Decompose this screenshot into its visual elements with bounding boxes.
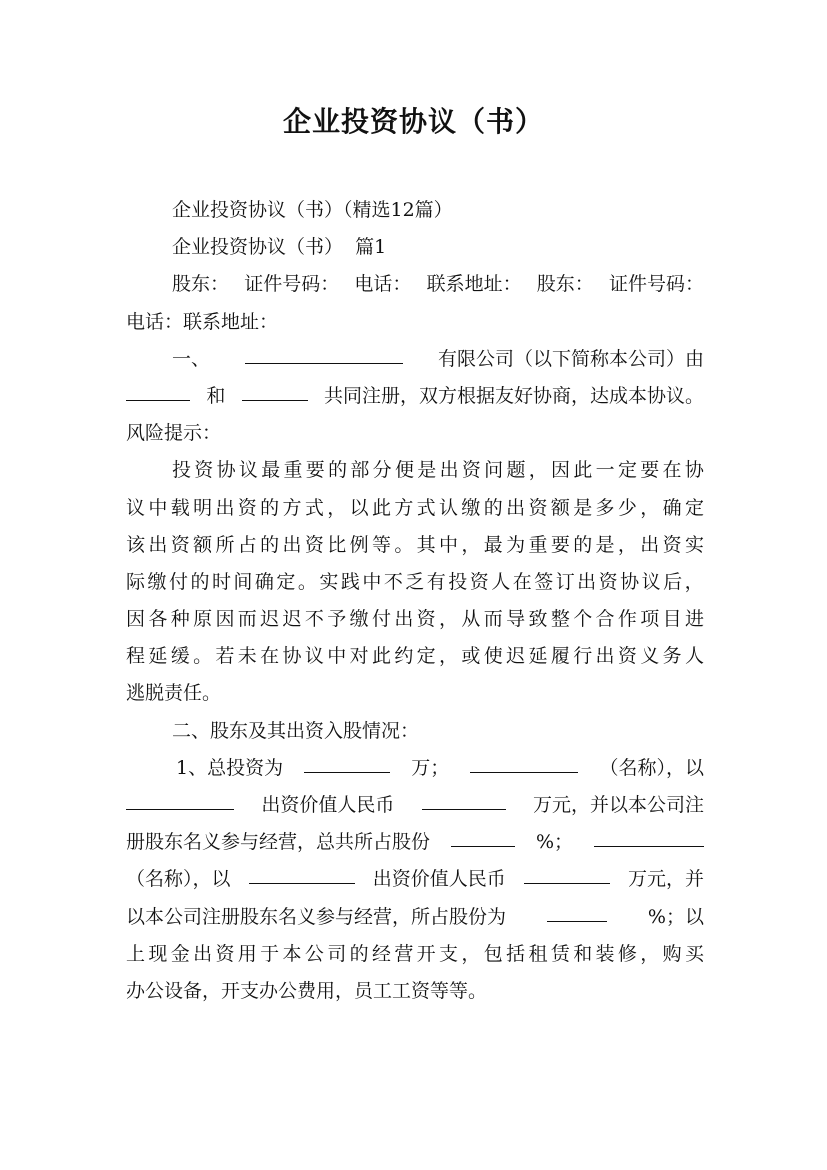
contact-label: 股东： bbox=[536, 273, 594, 296]
document-title: 企业投资协议（书） bbox=[282, 105, 544, 138]
section1-prefix: 一、 bbox=[172, 347, 211, 370]
section1-line-2 bbox=[126, 378, 704, 415]
item1-text: 出资价值人民币 bbox=[261, 794, 395, 816]
contact-label: 证件号码： bbox=[244, 273, 340, 296]
item1-line-2 bbox=[126, 787, 704, 824]
party-a-blank bbox=[126, 378, 190, 401]
chapter-heading: 企业投资协议（书） 篇1 bbox=[172, 236, 387, 259]
item1-text: 册股东名义参与经营，总共所占股份 bbox=[126, 831, 431, 854]
item1-line-6: 上 现 金 出 资 用 于 本 公 司 的 经 营 开 支 ， 包 括 租 赁 和 装 修 ， 购 买 bbox=[126, 942, 704, 965]
section1-rest: 共同注册，双方根据友好协商，达成本协议。 bbox=[323, 384, 704, 407]
section1-line-1 bbox=[126, 341, 704, 378]
item1-text: %； bbox=[535, 831, 574, 854]
item1-text: （名称），以 bbox=[599, 756, 704, 779]
contacts-line-2: 电话：联系地址： bbox=[126, 310, 279, 333]
item1-line-7: 办公设备，开支办公费用，员工工资等等。 bbox=[126, 979, 488, 1002]
contacts-line-1 bbox=[126, 266, 704, 303]
risk-line: 该 出 资 额 所 占 的 出 资 比 例 等 。 其 中 ， 最 为 重 要 的 是 ， 出 资 实 bbox=[126, 533, 704, 556]
risk-line: 因 各 种 原 因 而 迟 迟 不 予 缴 付 出 资 ， 从 而 导 致 整 个 合 作 项 目 进 bbox=[126, 608, 704, 631]
item1-text: （名称），以 bbox=[126, 868, 231, 891]
amount2-blank bbox=[524, 861, 610, 884]
risk-line: 程 延 缓 。 若 未 在 协 议 中 对 此 约 定 ， 或 使 迟 延 履 行 出 资 义 务 人 bbox=[126, 645, 704, 668]
share-percent-blank bbox=[451, 824, 515, 847]
contact-label: 电话： bbox=[354, 273, 412, 296]
risk-line: 议 中 载 明 出 资 的 方 式 ， 以 此 方 式 认 缴 的 出 资 额 是 多 少 ， 确 定 bbox=[126, 496, 704, 519]
item1-text: 万元，并 bbox=[627, 868, 704, 891]
share-percent2-blank bbox=[547, 899, 607, 922]
item1-line-1 bbox=[126, 750, 704, 787]
shareholder-name-blank bbox=[470, 750, 578, 773]
item1-line-5 bbox=[126, 899, 704, 936]
section1-and: 和 bbox=[206, 384, 226, 407]
contribution-form2-blank bbox=[249, 861, 355, 884]
party-b-blank bbox=[242, 378, 308, 401]
item1-text: 万； bbox=[411, 756, 450, 779]
section2-heading: 二、股东及其出资入股情况： bbox=[172, 719, 420, 742]
document-body bbox=[126, 192, 704, 1010]
shareholder2-name-blank bbox=[594, 824, 704, 847]
contact-label: 股东： bbox=[172, 273, 230, 296]
contact-label: 证件号码： bbox=[608, 273, 704, 296]
item1-text: 以本公司注册股东名义参与经营，所占股份为 bbox=[126, 905, 507, 928]
risk-line: 投 资 协 议 最 重 要 的 部 分 便 是 出 资 问 题 ， 因 此 一 定 要 在 协 bbox=[172, 459, 704, 482]
item1-text: 万元，并以本公司注 bbox=[532, 794, 704, 816]
section1-text: 有限公司（以下简称本公司）由 bbox=[437, 347, 704, 370]
company-name-blank bbox=[245, 341, 403, 364]
risk-line: 际 缴 付 的 时 间 确 定 。 实 践 中 不 乏 有 投 资 人 在 签 订 出 资 协 议 后 ， bbox=[126, 570, 704, 593]
item1-line-4 bbox=[126, 861, 704, 898]
item1-text: %；以 bbox=[647, 905, 704, 928]
total-investment-blank bbox=[304, 750, 390, 773]
item1-line-3 bbox=[126, 824, 704, 861]
risk-heading: 风险提示： bbox=[126, 422, 222, 445]
risk-line-last: 逃脱责任。 bbox=[126, 682, 222, 705]
item1-text: 1、总投资为 bbox=[176, 756, 284, 779]
contribution-form-blank bbox=[126, 787, 234, 810]
item1-text: 出资价值人民币 bbox=[372, 868, 506, 891]
contact-label: 联系地址： bbox=[426, 273, 522, 296]
amount-blank bbox=[422, 787, 506, 810]
subtitle: 企业投资协议（书）（精选12篇） bbox=[172, 199, 453, 221]
